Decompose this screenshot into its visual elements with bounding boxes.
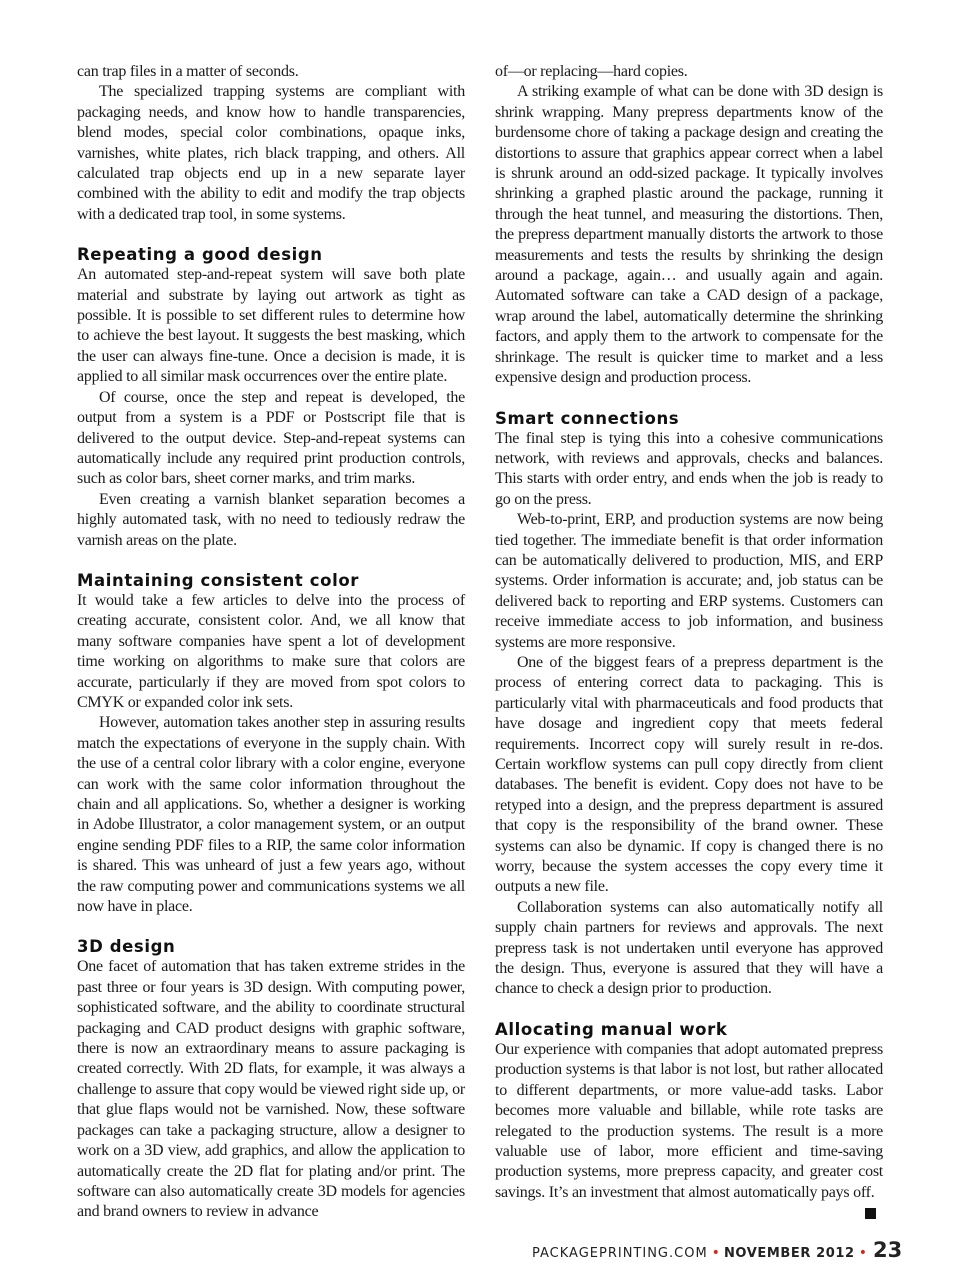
paragraph: Of course, once the step and repeat is developed, the output from a system is a PDF or Postscript file that is delivered to the output device. Step-and-repeat systems can automatically include any required print production controls, such as color bars, sheet corner marks, and trim marks. [77,388,465,488]
footer-separator: • [858,1245,867,1261]
paragraph: One facet of automation that has taken extreme strides in the past three or four years is 3D design. With computing power, sophisticated software, and the ability to coordinate structural packaging and CAD product designs with graphic software, there is now an extraordinary means to assure packaging is created correctly. With 2D flats, for example, it was always a challenge to assure that copy would be viewed right side up, or that glue flaps would not be varnished. Now, these software packages can take a packaging structure, allow a designer to work on a 3D view, add graphics, and allow the application to automatically create the 2D flat for plating and/or print. The software can also automatically create 3D models for agencies and brand owners to review in advance [77,958,465,1221]
paragraph-final [495,1040,883,1203]
paragraph: Web-to-print, ERP, and production systems are now being tied together. The immediate benefit is that order information can be automatically delivered to production, MIS, and ERP systems. Order information is accurate; and, job status can be delivered back to reporting and ERP systems. Customers can receive immediate access to job information, and business systems are more responsive. [495,511,883,651]
end-of-article-square-icon [865,1208,876,1219]
section-heading-repeating: Repeating a good design [77,245,323,265]
right-column [495,62,883,1219]
section-heading-smart: Smart connections [495,408,680,428]
paragraph: Even creating a varnish blanket separation becomes a highly automated task, with no need to tediously redraw the varnish areas on the plate. [77,490,465,549]
paragraph-final-text: Our experience with companies that adopt automated prepress production systems is that labor is not lost, but rather allocated to different departments, or more value-add tasks. Labor becomes more valuable and billable, while rote tasks are relegated to the production systems. The result is a more valuable use of labor, more efficient and time-saving production systems, more prepress capacity, and greater cost savings. It’s an investment that almost automatically pays off. [495,1040,883,1201]
paragraph: It would take a few articles to delve into the process of creating accurate, consistent color. And, we all know that many software companies have spent a lot of development time working on algorithms to make sure that colors are accurate, particularly if they are moved from spot colors to CMYK or expanded color ink sets. [77,591,465,711]
section-heading-manual: Allocating manual work [495,1019,728,1039]
paragraph: However, automation takes another step in assuring results match the expectations of everyone in the supply chain. With the use of a central color library with a color engine, everyone can work with the same color information throughout the chain and all applications. So, whether a designer is working in Adobe Illustrator, a color management system, or an output engine sending PDF files to a RIP, the same color information is shared. This was unheard of just a few years ago, without the raw computing power and communications systems we all now have in place. [77,714,465,916]
left-column [77,62,465,1223]
footer-website: PACKAGEPRINTING.COM [532,1246,708,1261]
section-heading-3d: 3D design [77,937,176,957]
paragraph: The specialized trapping systems are compliant with packaging needs, and know how to handle transparencies, blend modes, special color combinations, opaque inks, varnishes, white plates, rich black trapping, and others. All calculated trap objects end up in a new separate layer combined with the ability to edit and modify the trap objects with a dedicated trap tool, in some systems. [77,83,465,223]
paragraph: One of the biggest fears of a prepress department is the process of entering correct data to packaging. This is particularly vital with pharmaceuticals and food products that have dosage and ingredient copy that meets federal requirements. Incorrect copy will surely result in re-dos. Certain workflow systems can pull copy directly from client databases. The benefit is evident. Copy does not have to be retyped into a design, and the prepress department is assured that copy is the responsibility of the brand owner. These systems can also be dynamic. If copy is changed there is no worry, because the system accesses the copy every time it outputs a new file. [495,653,883,896]
paragraph: A striking example of what can be done with 3D design is shrink wrapping. Many prepress departments know of the burdensome chore of taking a package design and creating the distortions to assure that graphics appear correct when a label is shrunk around an odd-sized package. It typically involves shrinking a graphed plastic around the package, running it through the heat tunnel, and measuring the distortions. Then, the prepress department manually distorts the artwork to those measurements and tests the results by shrinking the design around a package, again… and usually again and again. Automated software can take a CAD design of a package, wrap around the label, automatically determine the shrinking factors, and apply them to the artwork to compensate for the shrinkage. The result is quicker time to market and a less expensive design and production process. [495,83,883,387]
paragraph: The final step is tying this into a cohesive communications network, with reviews and approvals, checks and balances. This starts with order entry, and ends when the job is ready to go on the press. [495,429,883,508]
footer-issue-date: NOVEMBER 2012 [723,1246,855,1261]
section-heading-color: Maintaining consistent color [77,570,360,590]
page-footer [532,1238,902,1262]
footer-separator: • [711,1245,720,1261]
paragraph: can trap files in a matter of seconds. [77,63,299,80]
paragraph: Collaboration systems can also automatically notify all supply chain partners for reviews and approvals. The next prepress task is not undertaken until everyone has approved the design. Thus, everyone is assured that they will have a chance to check a design prior to production. [495,898,883,998]
page-number: 23 [872,1238,903,1262]
paragraph: An automated step-and-repeat system will save both plate material and substrate by laying out artwork as tight as possible. It is possible to set different rules to determine how to achieve the best layout. It suggests the best masking, which the user can always fine-tune. Once a decision is made, it is applied to all similar mask occurrences over the entire plate. [77,266,465,386]
paragraph: of—or replacing—hard copies. [495,63,688,80]
